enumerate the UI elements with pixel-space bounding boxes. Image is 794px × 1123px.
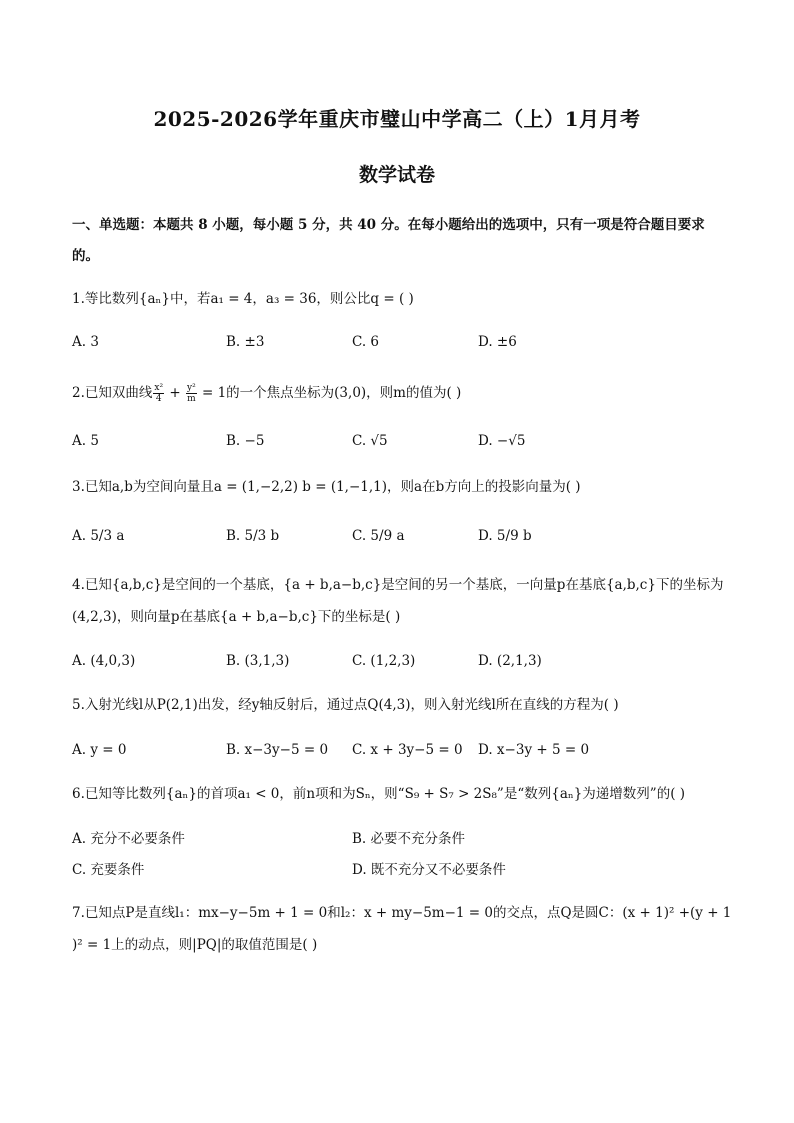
option-c: C. x + 3y−5 = 0 [352,742,463,758]
option-c: C. 6 [352,334,380,350]
question-5-stem: 5.入射光线l从P(2,1)出发，经y轴反射后，通过点Q(4,3)，则入射光线l所在直线的方程为( ) [72,697,619,713]
question-4-options [72,651,732,671]
question-1-options [72,332,732,352]
option-b: B. −5 [226,433,265,449]
frac-numerator: x² [154,383,164,393]
question-6-stem: 6.已知等比数列{aₙ}的首项a₁ < 0，前n项和为Sₙ，则“S₉ + S₇ > 2S₈”是“数列{aₙ}为递增数列”的( ) [72,786,686,802]
option-c: C. √5 [352,433,388,449]
option-c: C. (1,2,3) [352,653,416,669]
question-4-stem-line2: (4,2,3)，则向量p在基底{a + b,a−b,c}下的坐标是( ) [72,609,401,625]
question-2-options [72,431,732,451]
fraction-x2-over-4 [153,383,164,404]
exam-subtitle: 数学试卷 [358,164,435,186]
question-3-stem: 3.已知a,b为空间向量且a = (1,−2,2) b = (1,−1,1)，则a在b方向上的投影向量为( ) [72,479,581,495]
question-3-options [72,526,732,546]
fraction-y2-over-m [186,383,197,404]
frac-denominator: m [187,394,196,404]
option-b: B. 必要不充分条件 [352,831,466,847]
option-a: A. y = 0 [72,742,127,758]
option-d: D. ±6 [478,334,517,350]
option-a: A. 3 [72,334,99,350]
option-a: A. (4,0,3) [72,653,136,669]
question-6-options-row2 [72,860,732,880]
question-6-options-row1 [72,829,732,849]
section-header: 一、单选题：本题共 8 小题，每小题 5 分，共 40 分。在每小题给出的选项中，只有一项是符合题目要求的。 [72,217,705,264]
question-2-prefix: 2.已知双曲线 [72,385,153,401]
frac-numerator: y² [186,383,196,393]
option-d: D. −√5 [478,433,526,449]
question-4-stem-line1: 4.已知{a,b,c}是空间的一个基底，{a + b,a−b,c}是空间的另一个基底，一向量p在基底{a,b,c}下的坐标为 [72,577,724,593]
option-d: D. (2,1,3) [478,653,542,669]
option-d: D. 既不充分又不必要条件 [352,862,506,878]
exam-title: 2025-2026学年重庆市璧山中学高二（上）1月月考 [153,107,641,131]
question-5-options [72,740,732,760]
option-b: B. x−3y−5 = 0 [226,742,329,758]
question-2-suffix: = 1的一个焦点坐标为(3,0)，则m的值为( ) [197,385,462,401]
option-a: A. 5 [72,433,99,449]
option-b: B. 5/3 b [226,528,280,544]
question-1-stem: 1.等比数列{aₙ}中，若a₁ = 4，a₃ = 36，则公比q = ( ) [72,291,414,307]
frac-denominator: 4 [155,394,162,404]
option-d: D. 5/9 b [478,528,532,544]
question-2-stem: 2.已知双曲线 $\frac{\text{x²}}{4}$ + $\frac{\text{y²}}{m}$ = 1的一个焦点坐标为(3,0)，则m的值为( ) [72,383,462,404]
option-b: B. ±3 [226,334,265,350]
option-a: A. 充分不必要条件 [72,831,185,847]
option-c: C. 充要条件 [72,862,145,878]
question-7-stem-line1: 7.已知点P是直线l₁：mx−y−5m + 1 = 0和l₂：x + my−5m−1 = 0的交点，点Q是圆C：(x + 1)² +(y + 1 [72,905,732,921]
option-a: A. 5/3 a [72,528,125,544]
option-b: B. (3,1,3) [226,653,290,669]
question-7-stem-line2: )² = 1上的动点，则|PQ|的取值范围是( ) [72,937,318,953]
option-c: C. 5/9 a [352,528,405,544]
option-d: D. x−3y + 5 = 0 [478,742,590,758]
